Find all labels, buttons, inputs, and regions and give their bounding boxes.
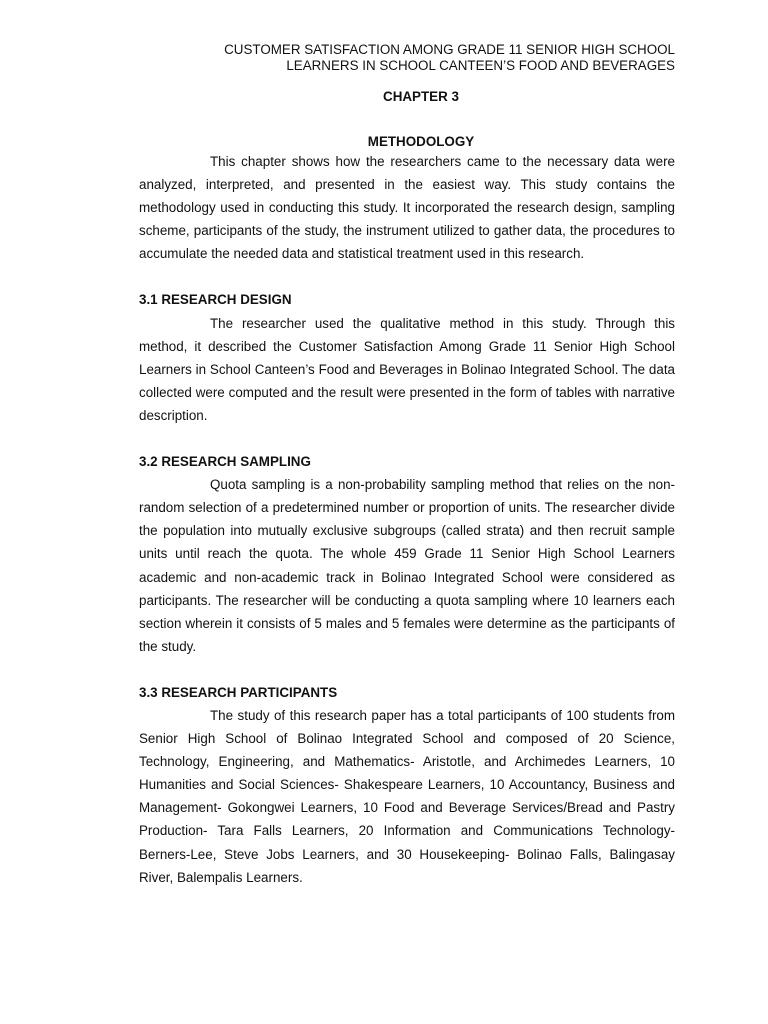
chapter-number: CHAPTER 3 — [383, 89, 459, 104]
section-heading-research-design: 3.1 RESEARCH DESIGN — [139, 292, 292, 308]
intro-paragraph: This chapter shows how the researchers came to the necessary data were analyzed, interpreted, and presented in the easiest way. This study contains the methodology used in conducting this study. It incorporated the research design, sampling scheme, participants of the study, the instrument utilized to gather data, the procedures to accumulate the needed data and statistical treatment used in this research. — [139, 154, 675, 262]
research-design-paragraph: The researcher used the qualitative method in this study. Through this method, it described the Customer Satisfaction Among Grade 11 Senior High School Learners in School Canteen’s Food and Beverages in Bolinao Integrated School. The data collected were computed and the result were presented in the form of tables with narrative description. — [139, 315, 675, 423]
running-header-line-2: LEARNERS IN SCHOOL CANTEEN’S FOOD AND BEVERAGES — [286, 58, 675, 73]
chapter-title: METHODOLOGY — [367, 134, 475, 149]
document-page — [139, 42, 675, 889]
section-heading-research-participants: 3.3 RESEARCH PARTICIPANTS — [139, 684, 338, 700]
running-header — [139, 42, 675, 74]
section-heading-research-sampling: 3.2 RESEARCH SAMPLING — [139, 454, 311, 470]
research-sampling-paragraph: Quota sampling is a non-probability sampling method that relies on the non-random selection of a predetermined number or proportion of units. The researcher divide the population into mutually exclusive subgroups (called strata) and then recruit sample units until reach the quota. The whole 459 Grade 11 Senior High School Learners academic and non-academic track in Bolinao Integrated School were considered as participants. The researcher will be conducting a quota sampling where 10 learners each section wherein it consists of 5 males and 5 females were determine as the participants of the study. — [139, 477, 675, 654]
running-header-line-1: CUSTOMER SATISFACTION AMONG GRADE 11 SENIOR HIGH SCHOOL — [224, 42, 675, 57]
research-participants-paragraph: The study of this research paper has a total participants of 100 students from Senior High School of Bolinao Integrated School and composed of 20 Science, Technology, Engineering, and Mathematics- Aristotle, and Archimedes Learners, 10 Humanities and Social Sciences- Shakespeare Learners, 10 Accountancy, Business and Management- Gokongwei Learners, 10 Food and Beverage Services/Bread and Pastry Production- Tara Falls Learners, 20 Information and Communications Technology- Berners-Lee, Steve Jobs Learners, and 30 Housekeeping- Bolinao Falls, Balingasay River, Balempalis Learners. — [139, 707, 675, 885]
